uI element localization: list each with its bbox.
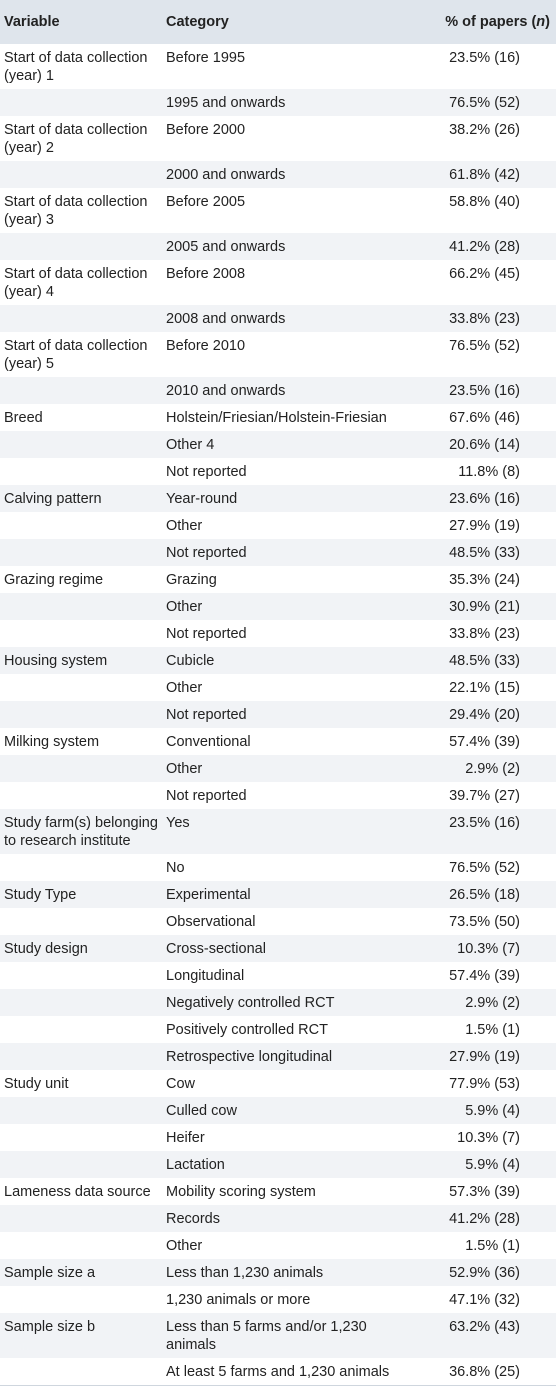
table-row	[0, 908, 556, 935]
cell-percent-wrap	[412, 854, 556, 881]
cell-variable	[0, 989, 162, 1016]
header-percent-label: % of papers	[445, 14, 528, 30]
cell-percent-wrap	[412, 755, 556, 782]
cell-percent-wrap	[412, 1151, 556, 1178]
cell-variable: Study design	[0, 935, 162, 962]
header-percent: % of papers (n)	[412, 0, 556, 44]
cell-category: Lactation	[162, 1151, 412, 1178]
cell-category: Negatively controlled RCT	[162, 989, 412, 1016]
cell-percent: 2.9% (2)	[465, 761, 520, 777]
table-row	[0, 566, 556, 593]
table-row	[0, 377, 556, 404]
cell-category: Observational	[166, 914, 256, 930]
cell-variable	[0, 854, 162, 881]
cell-percent-wrap	[412, 431, 556, 458]
cell-category: Before 2005	[166, 194, 246, 210]
cell-variable: Lameness data source	[4, 1184, 151, 1200]
cell-variable	[0, 908, 162, 935]
cell-variable: Milking system	[4, 734, 100, 750]
table-row	[0, 1259, 556, 1286]
cell-percent: 23.6% (16)	[449, 491, 520, 507]
cell-percent: 22.1% (15)	[449, 680, 520, 696]
cell-category: Before 2000	[166, 122, 246, 138]
cell-percent-wrap	[412, 305, 556, 332]
cell-percent-wrap	[412, 512, 556, 539]
cell-percent-wrap	[412, 728, 556, 755]
table-body	[0, 44, 556, 1386]
cell-variable: Study unit	[4, 1076, 69, 1092]
cell-variable	[0, 1358, 162, 1386]
cell-percent-wrap	[412, 989, 556, 1016]
cell-category: Year-round	[162, 485, 412, 512]
cell-percent-wrap	[412, 233, 556, 260]
cell-percent-wrap	[412, 1016, 556, 1043]
table-row	[0, 881, 556, 908]
table-row	[0, 512, 556, 539]
cell-percent-wrap	[412, 1313, 556, 1358]
cell-variable: Start of data collection (year) 2	[4, 122, 148, 156]
header-row	[0, 0, 556, 44]
table-row	[0, 44, 556, 89]
table-row	[0, 188, 556, 233]
cell-category: 2008 and onwards	[162, 305, 412, 332]
cell-percent-wrap	[412, 161, 556, 188]
cell-variable	[0, 755, 162, 782]
table-row	[0, 962, 556, 989]
cell-category: At least 5 farms and 1,230 animals	[162, 1358, 412, 1386]
cell-percent: 57.4% (39)	[449, 968, 520, 984]
header-category: Category	[162, 0, 412, 44]
cell-variable	[0, 1286, 162, 1313]
table-row	[0, 431, 556, 458]
cell-variable	[0, 431, 162, 458]
cell-variable	[0, 962, 162, 989]
cell-variable: Study Type	[0, 881, 162, 908]
cell-category: Cubicle	[162, 647, 412, 674]
cell-percent-wrap	[412, 674, 556, 701]
cell-percent-wrap	[412, 701, 556, 728]
table-row	[0, 89, 556, 116]
cell-category: No	[166, 860, 185, 876]
cell-percent-wrap	[412, 458, 556, 485]
table-row	[0, 539, 556, 566]
cell-category: Before 2008	[166, 266, 246, 282]
cell-percent: 5.9% (4)	[465, 1157, 520, 1173]
cell-variable: Grazing regime	[4, 572, 104, 588]
cell-category: Mobility scoring system	[166, 1184, 316, 1200]
cell-variable	[0, 782, 162, 809]
cell-category: Culled cow	[162, 1097, 412, 1124]
table-row	[0, 485, 556, 512]
cell-variable	[0, 1205, 162, 1232]
cell-variable	[0, 458, 162, 485]
table-row	[0, 1358, 556, 1386]
table-row	[0, 674, 556, 701]
table-row	[0, 1178, 556, 1205]
cell-variable	[0, 233, 162, 260]
cell-variable	[0, 674, 162, 701]
cell-percent: 26.5% (18)	[449, 887, 520, 903]
cell-percent: 30.9% (21)	[449, 599, 520, 615]
table-row	[0, 593, 556, 620]
cell-percent-wrap	[412, 1097, 556, 1124]
cell-percent-wrap	[412, 188, 556, 233]
cell-percent: 5.9% (4)	[465, 1103, 520, 1119]
cell-category: Cross-sectional	[162, 935, 412, 962]
cell-percent: 76.5% (52)	[449, 860, 520, 876]
cell-variable: Start of data collection (year) 1	[4, 50, 148, 84]
cell-percent: 41.2% (28)	[449, 239, 520, 255]
table-row	[0, 647, 556, 674]
cell-percent-wrap	[412, 935, 556, 962]
cell-category: Other	[166, 518, 203, 534]
cell-variable: Sample size b	[0, 1313, 162, 1358]
cell-percent: 66.2% (45)	[449, 266, 520, 282]
cell-percent-wrap	[412, 44, 556, 89]
cell-percent: 11.8% (8)	[458, 464, 520, 480]
cell-percent-wrap	[412, 332, 556, 377]
cell-percent: 61.8% (42)	[449, 167, 520, 183]
table-row	[0, 305, 556, 332]
table-row	[0, 1016, 556, 1043]
cell-category: Cow	[166, 1076, 196, 1092]
cell-category: Other 4	[162, 431, 412, 458]
cell-category: 1,230 animals or more	[166, 1292, 311, 1308]
table-row	[0, 935, 556, 962]
table-row	[0, 728, 556, 755]
table-row	[0, 755, 556, 782]
cell-percent-wrap	[412, 809, 556, 854]
cell-percent: 35.3% (24)	[449, 572, 520, 588]
cell-percent-wrap	[412, 620, 556, 647]
cell-category: Not reported	[162, 701, 412, 728]
table-row	[0, 1124, 556, 1151]
cell-percent-wrap	[412, 1124, 556, 1151]
cell-category: Not reported	[162, 539, 412, 566]
cell-variable	[0, 1151, 162, 1178]
cell-percent-wrap	[412, 404, 556, 431]
table-row	[0, 332, 556, 377]
cell-percent: 23.5% (16)	[449, 383, 520, 399]
cell-variable	[0, 1124, 162, 1151]
cell-variable	[0, 89, 162, 116]
cell-variable: Breed	[4, 410, 43, 426]
cell-variable: Start of data collection (year) 5	[4, 338, 148, 372]
cell-percent: 57.3% (39)	[449, 1184, 520, 1200]
cell-percent-wrap	[412, 1232, 556, 1259]
cell-percent: 77.9% (53)	[449, 1076, 520, 1092]
cell-percent: 2.9% (2)	[465, 995, 520, 1011]
table-row	[0, 161, 556, 188]
cell-percent-wrap	[412, 1286, 556, 1313]
cell-percent: 52.9% (36)	[449, 1265, 520, 1281]
cell-category: Other	[166, 680, 203, 696]
table-row	[0, 620, 556, 647]
cell-category: Retrospective longitudinal	[162, 1043, 412, 1070]
table-row	[0, 1286, 556, 1313]
table-row	[0, 809, 556, 854]
cell-percent-wrap	[412, 1358, 556, 1386]
cell-percent: 1.5% (1)	[465, 1022, 520, 1038]
cell-percent: 27.9% (19)	[449, 518, 520, 534]
table-row	[0, 233, 556, 260]
table-row	[0, 116, 556, 161]
cell-percent-wrap	[412, 1178, 556, 1205]
cell-category: Not reported	[166, 626, 247, 642]
cell-percent: 76.5% (52)	[449, 95, 520, 111]
cell-variable	[0, 539, 162, 566]
cell-percent: 27.9% (19)	[449, 1049, 520, 1065]
cell-percent: 23.5% (16)	[449, 815, 520, 831]
cell-percent-wrap	[412, 647, 556, 674]
table-row	[0, 260, 556, 305]
cell-category: Longitudinal	[166, 968, 245, 984]
cell-variable: Calving pattern	[0, 485, 162, 512]
cell-variable	[0, 1043, 162, 1070]
cell-category: Not reported	[166, 788, 247, 804]
cell-category: 2010 and onwards	[162, 377, 412, 404]
cell-percent: 23.5% (16)	[449, 50, 520, 66]
table-row	[0, 404, 556, 431]
cell-variable	[0, 701, 162, 728]
header-variable: Variable	[0, 0, 162, 44]
cell-percent-wrap	[412, 116, 556, 161]
cell-percent-wrap	[412, 1070, 556, 1097]
table-row	[0, 701, 556, 728]
cell-variable	[0, 305, 162, 332]
table-row	[0, 1151, 556, 1178]
cell-percent: 36.8% (25)	[449, 1364, 520, 1380]
cell-percent: 39.7% (27)	[449, 788, 520, 804]
cell-category: Before 2010	[166, 338, 246, 354]
cell-variable	[0, 161, 162, 188]
cell-category: Positively controlled RCT	[166, 1022, 328, 1038]
table-row	[0, 782, 556, 809]
cell-percent-wrap	[412, 377, 556, 404]
cell-variable	[0, 593, 162, 620]
cell-percent: 47.1% (32)	[449, 1292, 520, 1308]
cell-category: Other	[162, 755, 412, 782]
cell-category: Less than 5 farms and/or 1,230 animals	[162, 1313, 412, 1358]
cell-percent-wrap	[412, 260, 556, 305]
cell-percent: 58.8% (40)	[449, 194, 520, 210]
cell-variable: Study farm(s) belonging to research institute	[0, 809, 162, 854]
cell-percent: 33.8% (23)	[449, 626, 520, 642]
table-row	[0, 1313, 556, 1358]
cell-percent-wrap	[412, 908, 556, 935]
cell-percent: 20.6% (14)	[449, 437, 520, 453]
cell-category: Other	[166, 1238, 203, 1254]
cell-percent: 73.5% (50)	[449, 914, 520, 930]
cell-percent-wrap	[412, 1205, 556, 1232]
cell-percent: 41.2% (28)	[449, 1211, 520, 1227]
cell-percent-wrap	[412, 485, 556, 512]
cell-variable: Housing system	[0, 647, 162, 674]
cell-category: Conventional	[166, 734, 251, 750]
cell-percent-wrap	[412, 1259, 556, 1286]
cell-percent-wrap	[412, 566, 556, 593]
cell-percent: 29.4% (20)	[449, 707, 520, 723]
header-n-label: n	[536, 14, 546, 30]
cell-percent-wrap	[412, 881, 556, 908]
cell-category: Grazing	[166, 572, 217, 588]
cell-percent-wrap	[412, 539, 556, 566]
cell-category: 2005 and onwards	[162, 233, 412, 260]
cell-category: Not reported	[166, 464, 247, 480]
cell-percent: 38.2% (26)	[449, 122, 520, 138]
cell-percent-wrap	[412, 89, 556, 116]
cell-percent: 33.8% (23)	[449, 311, 520, 327]
cell-percent: 63.2% (43)	[449, 1319, 520, 1335]
cell-variable	[0, 620, 162, 647]
table-row	[0, 989, 556, 1016]
table-row	[0, 1097, 556, 1124]
cell-variable: Start of data collection (year) 3	[4, 194, 148, 228]
cell-percent: 67.6% (46)	[449, 410, 520, 426]
table-row	[0, 458, 556, 485]
cell-category: 1995 and onwards	[162, 89, 412, 116]
cell-percent-wrap	[412, 1043, 556, 1070]
cell-variable	[0, 512, 162, 539]
cell-percent-wrap	[412, 593, 556, 620]
cell-category: Heifer	[166, 1130, 205, 1146]
cell-category: Experimental	[162, 881, 412, 908]
cell-percent: 10.3% (7)	[457, 941, 520, 957]
cell-percent: 48.5% (33)	[449, 653, 520, 669]
cell-category: Yes	[162, 809, 412, 854]
cell-category: 2000 and onwards	[162, 161, 412, 188]
cell-category: Before 1995	[166, 50, 246, 66]
table-row	[0, 854, 556, 881]
table-row	[0, 1232, 556, 1259]
cell-percent: 48.5% (33)	[449, 545, 520, 561]
cell-percent: 76.5% (52)	[449, 338, 520, 354]
cell-variable	[0, 1097, 162, 1124]
cell-category: Other	[162, 593, 412, 620]
cell-variable	[0, 1016, 162, 1043]
table-row	[0, 1205, 556, 1232]
cell-variable	[0, 377, 162, 404]
cell-variable	[0, 1232, 162, 1259]
cell-percent: 57.4% (39)	[449, 734, 520, 750]
cell-percent-wrap	[412, 782, 556, 809]
table-row	[0, 1070, 556, 1097]
cell-percent: 1.5% (1)	[465, 1238, 520, 1254]
table-row	[0, 1043, 556, 1070]
cell-variable: Sample size a	[0, 1259, 162, 1286]
cell-category: Records	[162, 1205, 412, 1232]
cell-percent: 10.3% (7)	[457, 1130, 520, 1146]
cell-variable: Start of data collection (year) 4	[4, 266, 148, 300]
cell-category: Holstein/Friesian/Holstein-Friesian	[166, 410, 387, 426]
cell-percent-wrap	[412, 962, 556, 989]
cell-category: Less than 1,230 animals	[162, 1259, 412, 1286]
